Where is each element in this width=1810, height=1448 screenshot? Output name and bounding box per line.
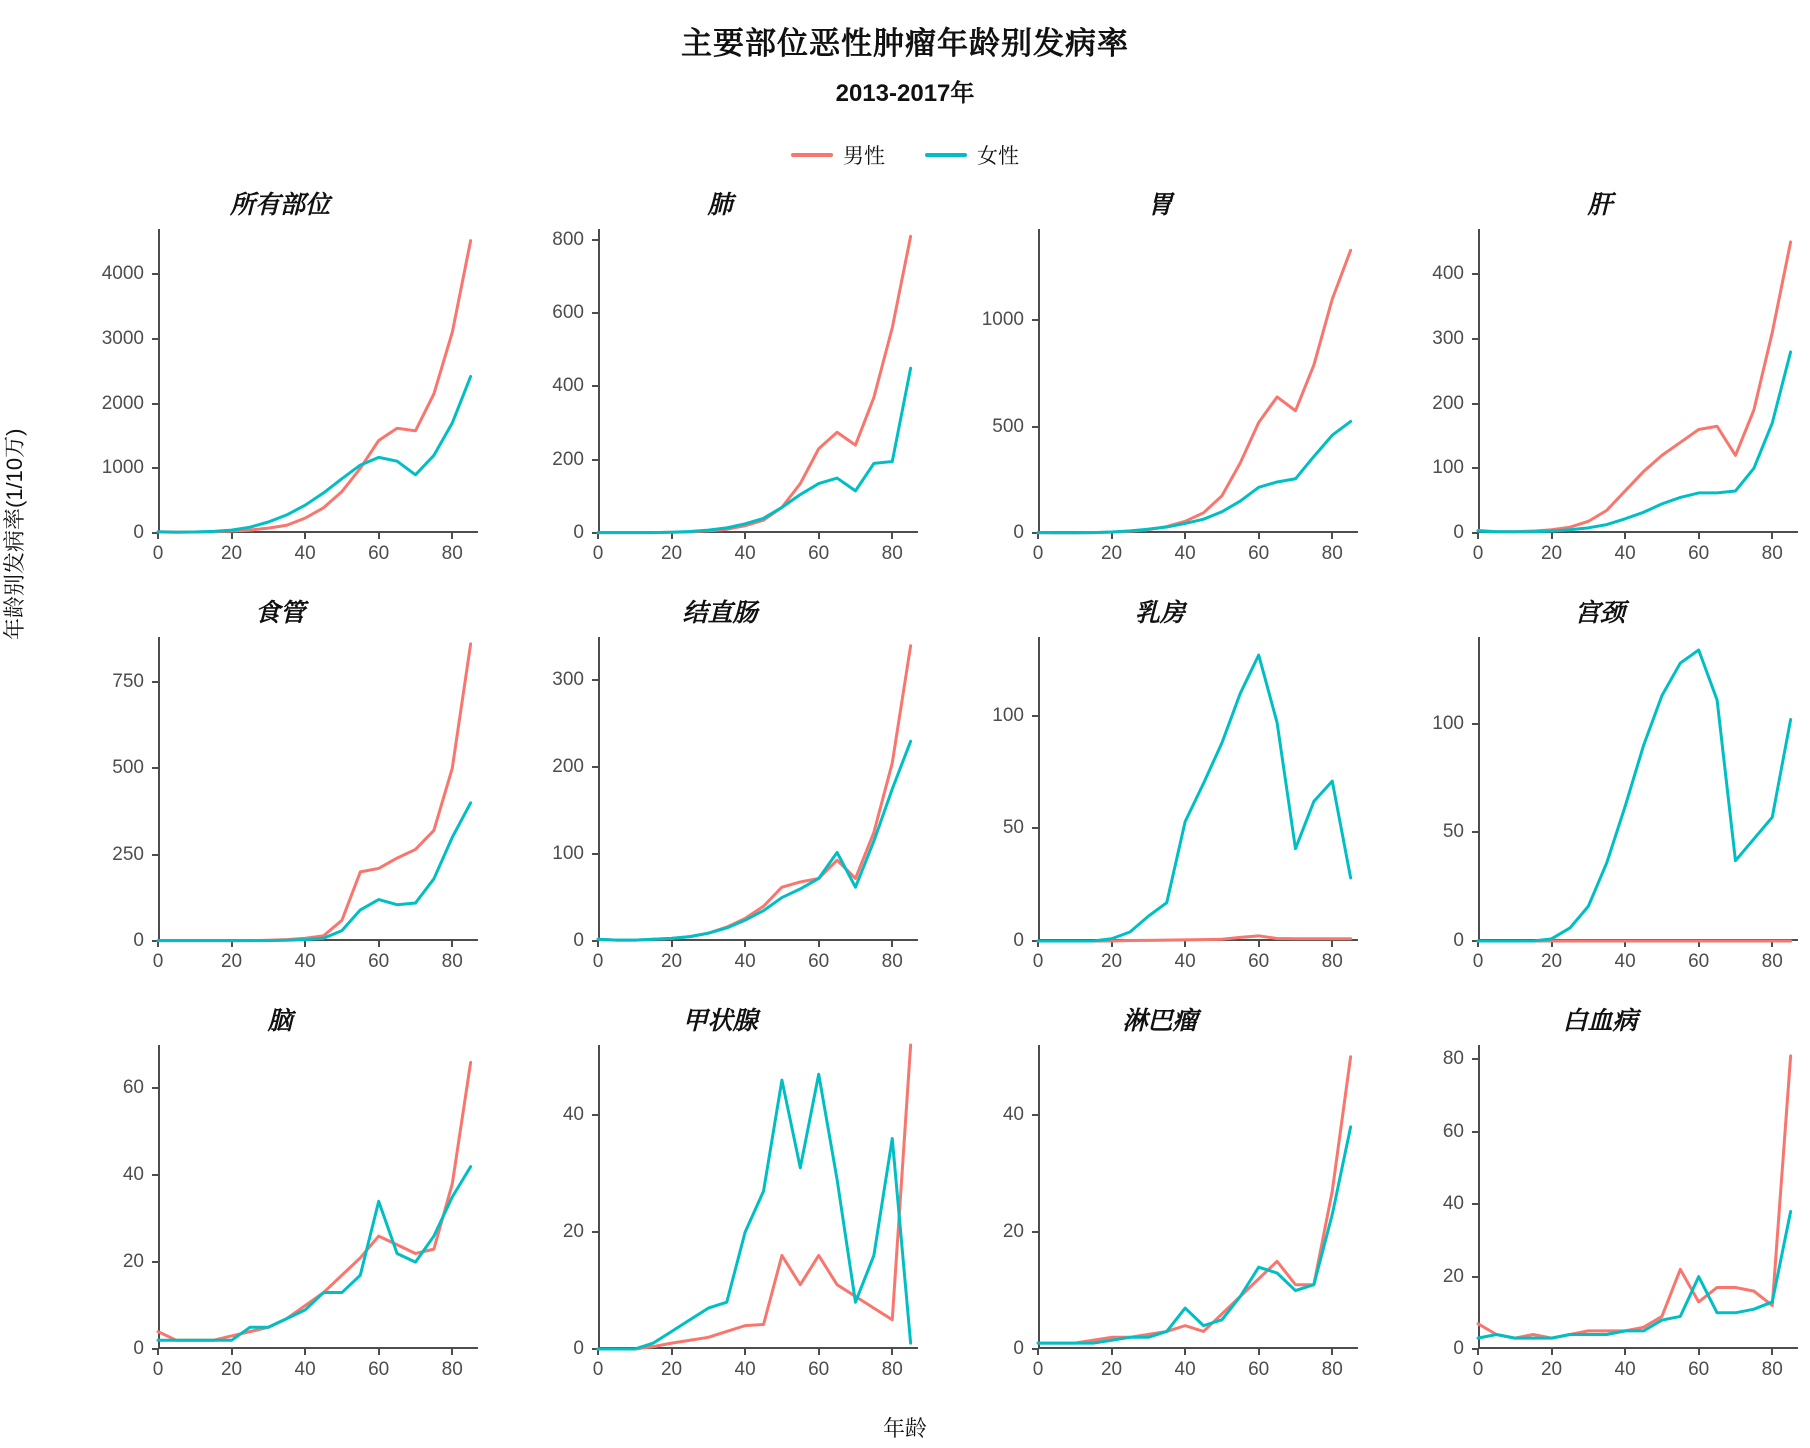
plot-area [1432, 229, 1798, 564]
x-tick-label: 20 [660, 543, 683, 564]
y-tick-label: 2000 [101, 392, 144, 414]
panel-title: 宫颈 [1574, 600, 1625, 627]
panel-4 [1380, 185, 1810, 585]
panel-10 [500, 1001, 940, 1401]
y-tick-label: 50 [1442, 821, 1464, 843]
x-tick-label: 0 [1472, 543, 1484, 564]
x-tick-mark [1037, 1349, 1039, 1355]
series-lines [1478, 637, 1798, 941]
x-tick-mark [231, 1349, 233, 1355]
x-tick-label: 0 [1032, 1359, 1044, 1380]
series-line-male [1478, 1056, 1791, 1338]
x-tick-label: 80 [1761, 1359, 1783, 1380]
x-tick-label: 80 [1761, 951, 1783, 972]
x-tick-label: 80 [441, 543, 463, 564]
x-tick-label: 40 [1174, 951, 1196, 972]
page-title: 主要部位恶性肿瘤年龄别发病率 [681, 26, 1129, 61]
series-lines [598, 637, 918, 941]
x-tick-mark [1477, 1349, 1479, 1355]
x-tick-label: 0 [1032, 951, 1044, 972]
x-tick-label: 0 [152, 1359, 164, 1380]
series-lines [1038, 637, 1358, 941]
y-axis-title: 年龄别发病率(1/10万) [2, 428, 27, 640]
x-tick-mark [671, 1349, 673, 1355]
x-tick-label: 60 [1248, 1359, 1270, 1380]
chart-title-block [0, 18, 1810, 108]
y-tick-label: 3000 [101, 327, 144, 349]
series-line-female [1038, 655, 1351, 941]
x-tick-label: 20 [660, 1359, 683, 1380]
x-tick-mark [818, 533, 820, 539]
y-tick-label: 0 [573, 1338, 584, 1359]
panel-9 [60, 1001, 500, 1401]
panel-12 [1380, 1001, 1810, 1401]
x-tick-label: 80 [881, 543, 903, 564]
y-tick-label: 40 [1442, 1193, 1464, 1215]
x-tick-mark [1258, 1349, 1260, 1355]
y-tick-label: 60 [1442, 1120, 1464, 1142]
x-tick-label: 60 [1688, 951, 1710, 972]
legend-item-female[interactable] [925, 140, 1019, 170]
x-tick-mark [818, 941, 820, 947]
x-tick-label: 60 [808, 951, 830, 972]
y-tick-label: 20 [562, 1221, 584, 1243]
y-tick-label: 300 [1432, 327, 1464, 349]
y-tick-label: 0 [133, 930, 144, 951]
y-tick-label: 40 [1002, 1104, 1024, 1126]
y-tick-label: 0 [133, 522, 144, 543]
x-tick-label: 20 [220, 1359, 243, 1380]
x-tick-mark [231, 533, 233, 539]
x-tick-mark [1111, 533, 1113, 539]
panel-grid [0, 185, 1810, 1415]
x-tick-mark [1551, 533, 1553, 539]
x-tick-label: 0 [1032, 543, 1044, 564]
series-line-male [1038, 1057, 1351, 1343]
panel-3 [940, 185, 1380, 585]
plot-area [122, 1045, 478, 1380]
x-tick-label: 20 [660, 951, 683, 972]
plot-area [992, 637, 1358, 972]
legend-swatch-female [925, 153, 967, 157]
panel-title: 脑 [267, 1008, 293, 1035]
x-tick-mark [1698, 533, 1700, 539]
x-tick-mark [1258, 533, 1260, 539]
plot-area [552, 637, 918, 972]
x-tick-label: 20 [1540, 1359, 1563, 1380]
panel-7 [940, 593, 1380, 993]
series-line-female [158, 1167, 471, 1341]
panel-title: 结直肠 [682, 600, 758, 627]
plot-area [1442, 1045, 1798, 1380]
y-tick-label: 500 [992, 415, 1024, 437]
series-line-female [1038, 1127, 1351, 1343]
x-tick-label: 80 [881, 1359, 903, 1380]
panel-title: 食管 [254, 600, 305, 627]
x-tick-mark [157, 533, 159, 539]
y-tick-label: 40 [562, 1104, 584, 1126]
plot-area [1002, 1045, 1358, 1380]
y-tick-label: 100 [1432, 457, 1464, 479]
x-tick-mark [744, 533, 746, 539]
x-tick-label: 80 [881, 951, 903, 972]
x-axis-title: 年龄 [882, 1416, 927, 1441]
series-lines [598, 1045, 918, 1349]
y-tick-label: 200 [552, 448, 584, 470]
x-tick-mark [1698, 1349, 1700, 1355]
series-line-female [158, 376, 471, 532]
x-tick-mark [1624, 1349, 1626, 1355]
y-tick-label: 800 [552, 228, 584, 250]
y-tick-label: 20 [122, 1251, 144, 1273]
series-line-male [598, 646, 911, 940]
y-tick-label: 50 [1002, 817, 1024, 839]
y-tick-label: 0 [573, 930, 584, 951]
x-tick-mark [891, 1349, 893, 1355]
x-tick-mark [304, 533, 306, 539]
x-tick-mark [1111, 1349, 1113, 1355]
y-tick-label: 300 [552, 669, 584, 691]
x-tick-label: 80 [441, 1359, 463, 1380]
y-tick-label: 100 [552, 843, 584, 865]
page-subtitle: 2013-2017年 [835, 80, 975, 107]
y-tick-label: 200 [1432, 392, 1464, 414]
x-tick-label: 0 [592, 543, 604, 564]
x-tick-label: 40 [294, 543, 316, 564]
series-line-female [1478, 1211, 1791, 1338]
panel-title: 胃 [1147, 192, 1173, 219]
series-line-male [598, 1045, 911, 1349]
x-tick-label: 0 [592, 1359, 604, 1380]
series-line-female [1478, 352, 1791, 532]
y-tick-label: 0 [1453, 930, 1464, 951]
series-line-male [158, 644, 471, 941]
x-tick-label: 60 [368, 951, 390, 972]
x-tick-label: 20 [1100, 543, 1123, 564]
x-tick-label: 0 [592, 951, 604, 972]
y-tick-label: 100 [1432, 712, 1464, 734]
legend-item-male[interactable] [791, 140, 885, 170]
legend [0, 140, 1810, 170]
plot-area [981, 229, 1358, 564]
x-tick-mark [1331, 1349, 1333, 1355]
y-tick-label: 100 [992, 704, 1024, 726]
x-tick-label: 60 [808, 1359, 830, 1380]
y-tick-label: 80 [1442, 1048, 1464, 1070]
x-tick-label: 60 [1688, 1359, 1710, 1380]
panel-8 [1380, 593, 1810, 993]
x-tick-label: 60 [808, 543, 830, 564]
series-line-female [1478, 650, 1791, 941]
y-tick-label: 250 [112, 843, 144, 865]
plot-area [562, 1045, 918, 1380]
series-lines [158, 1045, 478, 1349]
y-tick-label: 4000 [101, 263, 144, 285]
x-tick-mark [1624, 533, 1626, 539]
panel-title: 甲状腺 [682, 1008, 758, 1035]
plot-area [112, 637, 478, 972]
x-tick-mark [451, 533, 453, 539]
y-tick-label: 1000 [101, 457, 144, 479]
x-tick-mark [671, 533, 673, 539]
series-line-female [598, 368, 911, 532]
x-tick-label: 40 [1174, 1359, 1196, 1380]
series-line-female [598, 1074, 911, 1349]
x-tick-mark [378, 941, 380, 947]
y-tick-label: 60 [122, 1077, 144, 1099]
x-tick-label: 0 [1472, 951, 1484, 972]
x-tick-mark [597, 941, 599, 947]
y-tick-label: 1000 [981, 309, 1024, 331]
series-line-male [598, 236, 911, 532]
series-lines [1038, 1045, 1358, 1349]
series-line-female [158, 803, 471, 941]
y-tick-label: 400 [1432, 263, 1464, 285]
x-tick-mark [1184, 533, 1186, 539]
x-tick-label: 20 [1540, 543, 1563, 564]
panel-5 [60, 593, 500, 993]
plot-area [1432, 637, 1798, 972]
series-lines [158, 229, 478, 533]
y-tick-label: 750 [112, 670, 144, 692]
x-tick-label: 0 [152, 543, 164, 564]
y-tick-label: 40 [122, 1164, 144, 1186]
y-tick-label: 0 [1013, 522, 1024, 543]
x-tick-mark [1551, 1349, 1553, 1355]
x-tick-label: 40 [294, 951, 316, 972]
x-tick-mark [671, 941, 673, 947]
plot-area [552, 228, 918, 564]
x-tick-mark [1477, 533, 1479, 539]
x-tick-label: 40 [1614, 951, 1636, 972]
x-tick-mark [1184, 1349, 1186, 1355]
series-lines [158, 637, 478, 941]
x-tick-mark [1258, 941, 1260, 947]
panel-title: 乳房 [1134, 600, 1185, 627]
y-tick-label: 0 [133, 1338, 144, 1359]
panel-title: 肝 [1587, 192, 1613, 219]
series-lines [1478, 229, 1798, 533]
x-tick-mark [891, 941, 893, 947]
x-tick-mark [304, 1349, 306, 1355]
panel-title: 肺 [707, 192, 733, 219]
x-tick-mark [891, 533, 893, 539]
x-tick-label: 60 [1248, 543, 1270, 564]
series-line-female [598, 741, 911, 940]
series-line-male [158, 1062, 471, 1340]
x-tick-label: 80 [441, 951, 463, 972]
series-line-male [158, 241, 471, 532]
panel-title: 白血病 [1562, 1008, 1638, 1035]
x-tick-label: 40 [734, 951, 756, 972]
series-lines [1478, 1045, 1798, 1349]
series-lines [1038, 229, 1358, 533]
y-tick-label: 0 [1453, 1338, 1464, 1359]
x-tick-mark [1331, 533, 1333, 539]
panel-title: 淋巴瘤 [1122, 1008, 1198, 1035]
x-tick-label: 40 [1614, 1359, 1636, 1380]
x-tick-mark [818, 1349, 820, 1355]
x-tick-mark [451, 1349, 453, 1355]
x-tick-mark [744, 1349, 746, 1355]
x-tick-label: 60 [1248, 951, 1270, 972]
plot-area [101, 229, 478, 564]
x-tick-mark [304, 941, 306, 947]
x-tick-mark [378, 1349, 380, 1355]
x-tick-label: 40 [1174, 543, 1196, 564]
x-tick-label: 20 [1100, 951, 1123, 972]
panel-title: 所有部位 [229, 192, 330, 219]
x-tick-label: 40 [294, 1359, 316, 1380]
y-tick-label: 600 [552, 302, 584, 324]
legend-label-male: 男性 [843, 145, 885, 168]
panel-2 [500, 185, 940, 585]
x-tick-label: 0 [152, 951, 164, 972]
legend-label-female: 女性 [977, 145, 1019, 168]
x-tick-label: 20 [220, 951, 243, 972]
series-line-male [1038, 250, 1351, 533]
x-tick-mark [1771, 1349, 1773, 1355]
x-tick-label: 60 [368, 1359, 390, 1380]
legend-swatch-male [791, 153, 833, 157]
x-tick-label: 20 [1540, 951, 1563, 972]
y-tick-label: 0 [1013, 930, 1024, 951]
y-tick-label: 20 [1002, 1221, 1024, 1243]
x-tick-label: 0 [1472, 1359, 1484, 1380]
x-tick-label: 80 [1761, 543, 1783, 564]
x-tick-mark [378, 533, 380, 539]
x-tick-label: 20 [220, 543, 243, 564]
x-tick-label: 40 [1614, 543, 1636, 564]
x-tick-mark [157, 1349, 159, 1355]
y-tick-label: 500 [112, 757, 144, 779]
panel-6 [500, 593, 940, 993]
y-tick-label: 400 [552, 375, 584, 397]
y-tick-label: 200 [552, 756, 584, 778]
x-tick-label: 60 [368, 543, 390, 564]
x-tick-mark [1331, 941, 1333, 947]
x-tick-label: 80 [1321, 951, 1343, 972]
x-tick-label: 40 [734, 1359, 756, 1380]
panel-11 [940, 1001, 1380, 1401]
panel-1 [60, 185, 500, 585]
x-tick-mark [744, 941, 746, 947]
series-line-male [1478, 242, 1791, 532]
y-tick-label: 20 [1442, 1265, 1464, 1287]
y-tick-label: 0 [573, 522, 584, 543]
x-tick-mark [1184, 941, 1186, 947]
x-tick-label: 80 [1321, 543, 1343, 564]
x-tick-label: 40 [734, 543, 756, 564]
y-tick-label: 0 [1453, 522, 1464, 543]
series-lines [598, 229, 918, 533]
x-tick-mark [451, 941, 453, 947]
x-tick-label: 20 [1100, 1359, 1123, 1380]
x-tick-mark [1771, 533, 1773, 539]
y-tick-label: 0 [1013, 1338, 1024, 1359]
x-tick-label: 60 [1688, 543, 1710, 564]
x-tick-label: 80 [1321, 1359, 1343, 1380]
